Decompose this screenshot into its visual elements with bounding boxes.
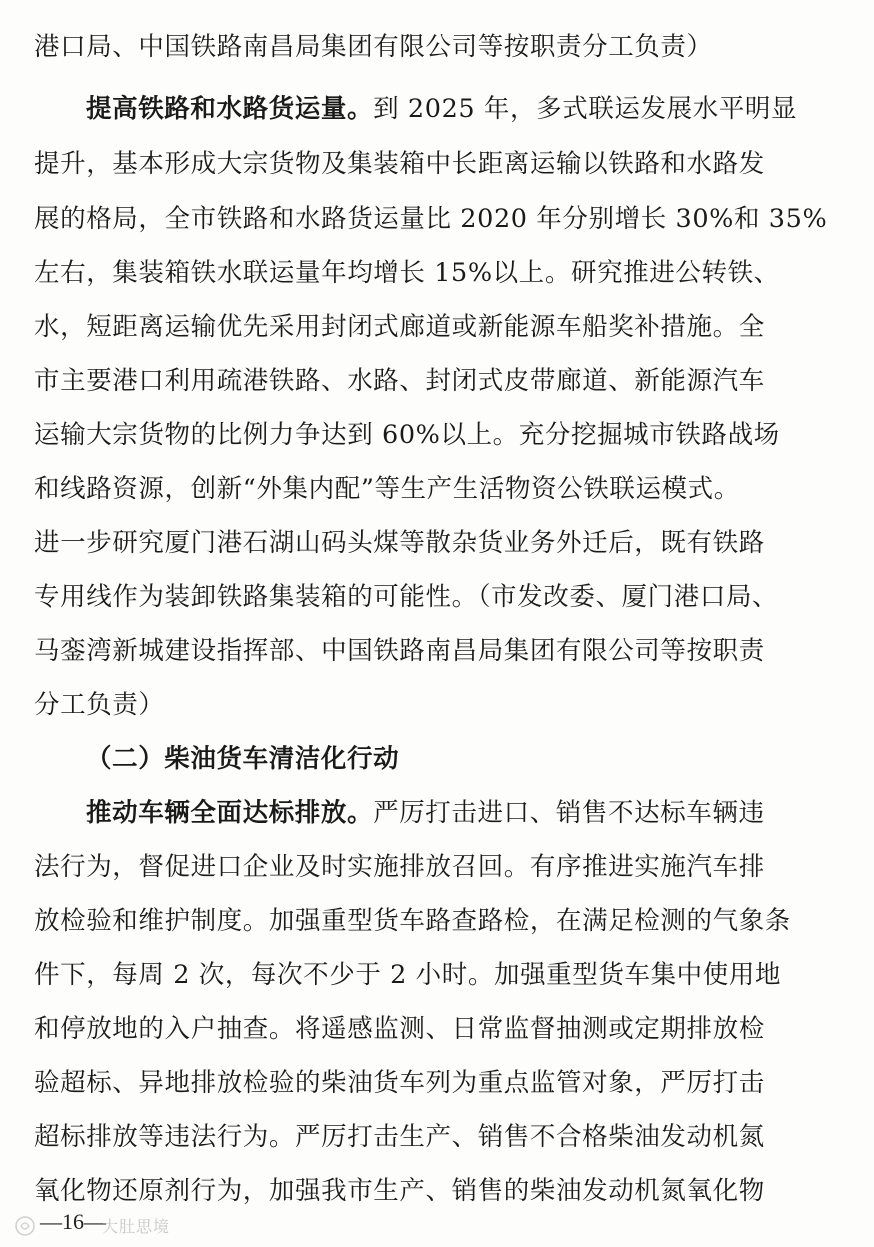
text-line-19: 和停放地的入户抽查。将遥感监测、日常监督抽测或定期排放检 — [34, 1014, 765, 1044]
text-line-8: 运输大宗货物的比例力争达到 60%以上。充分挖掘城市铁路战场 — [34, 420, 780, 450]
text-line-10: 进一步研究厦门港石湖山码头煤等散杂货业务外迁后，既有铁路 — [34, 528, 765, 558]
watermark-logo-icon — [14, 1215, 36, 1237]
bold-lead: 推动车辆全面达标排放。 — [86, 798, 374, 828]
watermark — [14, 1214, 170, 1237]
text-line-9: 和线路资源，创新“外集内配”等生产生活物资公铁联运模式。 — [34, 474, 740, 504]
text-line-7: 市主要港口利用疏港铁路、水路、封闭式皮带廊道、新能源汽车 — [34, 366, 765, 396]
page-number: —16— — [40, 1209, 106, 1234]
text-line-2: 提高铁路和水路货运量。到 2025 年，多式联运发展水平明显 — [86, 94, 798, 124]
text-line-21: 超标排放等违法行为。严厉打击生产、销售不合格柴油发动机氮 — [34, 1122, 765, 1152]
text-line-16: 法行为，督促进口企业及时实施排放召回。有序推进实施汽车排 — [34, 852, 765, 882]
text-line-17: 放检验和维护制度。加强重型货车路查路检，在满足检测的气象条 — [34, 906, 791, 936]
text-line-12: 马銮湾新城建设指挥部、中国铁路南昌局集团有限公司等按职责 — [34, 636, 765, 666]
watermark-text: 大肚思境 — [102, 1217, 171, 1236]
text-line-15: 推动车辆全面达标排放。严厉打击进口、销售不达标车辆违 — [86, 798, 765, 828]
text-line-22: 氧化物还原剂行为，加强我市生产、销售的柴油发动机氮氧化物 — [34, 1176, 765, 1206]
text-line-13: 分工负责） — [34, 690, 165, 720]
section-heading: （二）柴油货车清洁化行动 — [86, 744, 400, 774]
text-line-5: 左右，集装箱铁水联运量年均增长 15%以上。研究推进公转铁、 — [34, 258, 780, 288]
text-line-11: 专用线作为装卸铁路集装箱的可能性。（市发改委、厦门港口局、 — [34, 582, 779, 612]
text-line-6: 水，短距离运输优先采用封闭式廊道或新能源车船奖补措施。全 — [34, 312, 765, 342]
text-line-4: 展的格局，全市铁路和水路货运量比 2020 年分别增长 30%和 35% — [34, 204, 828, 234]
text-line-3: 提升，基本形成大宗货物及集装箱中长距离运输以铁路和水路发 — [34, 149, 765, 179]
text-line-20: 验超标、异地排放检验的柴油货车列为重点监管对象，严厉打击 — [34, 1068, 765, 1098]
bold-lead: 提高铁路和水路货运量。 — [86, 94, 374, 124]
text-line-18: 件下，每周 2 次，每次不少于 2 小时。加强重型货车集中使用地 — [34, 960, 782, 990]
text-line-1: 港口局、中国铁路南昌局集团有限公司等按职责分工负责） — [34, 32, 713, 62]
